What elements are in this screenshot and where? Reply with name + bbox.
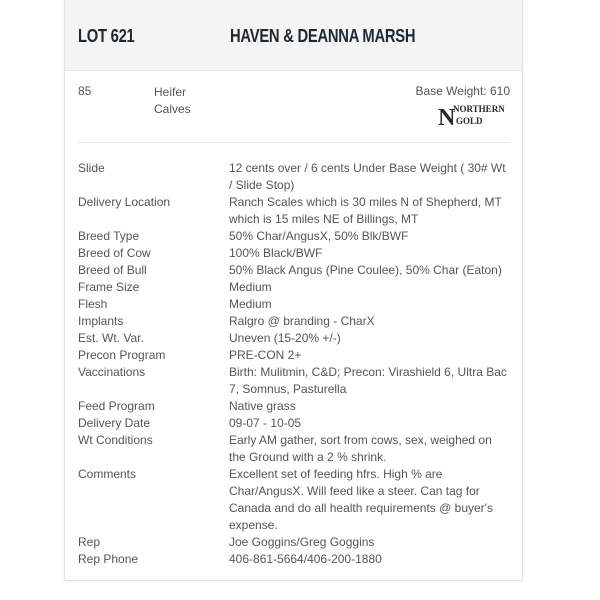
cattle-kind-line1: Heifer xyxy=(154,85,187,99)
detail-label: Delivery Date xyxy=(78,416,151,430)
detail-label: Precon Program xyxy=(78,348,166,362)
detail-label: Flesh xyxy=(78,297,108,311)
detail-label: Wt Conditions xyxy=(78,433,153,447)
detail-label: Slide xyxy=(78,161,105,175)
detail-row xyxy=(78,194,508,228)
detail-row xyxy=(78,262,508,279)
northern-gold-logo xyxy=(438,102,508,128)
detail-value: 406-861-5664/406-200-1880 xyxy=(229,552,382,566)
logo-letter: N xyxy=(438,105,456,128)
detail-row xyxy=(78,364,508,398)
detail-value: Early AM gather, sort from cows, sex, weighed on the Ground with a 2 % shrink. xyxy=(229,433,492,464)
detail-value: 100% Black/BWF xyxy=(229,246,323,260)
detail-value: Medium xyxy=(229,280,272,294)
detail-row xyxy=(78,415,508,432)
detail-value: 12 cents over / 6 cents Under Base Weight ( 30# Wt / Slide Stop) xyxy=(229,161,506,192)
detail-label: Breed of Cow xyxy=(78,246,151,260)
lot-number: LOT 621 xyxy=(78,26,135,46)
detail-row xyxy=(78,398,508,415)
detail-label: Frame Size xyxy=(78,280,140,294)
detail-value: Medium xyxy=(229,297,272,311)
detail-label: Feed Program xyxy=(78,399,155,413)
lot-summary xyxy=(65,71,522,143)
cattle-kind-line2: Calves xyxy=(154,102,191,116)
detail-value: 09-07 - 10-05 xyxy=(229,416,302,430)
detail-value: 50% Black Angus (Pine Coulee), 50% Char (Eaton) xyxy=(229,263,502,277)
detail-label: Comments xyxy=(78,467,137,481)
lot-header xyxy=(65,0,522,71)
detail-value: Ralgro @ branding - CharX xyxy=(229,314,375,328)
detail-value: Excellent set of feeding hfrs. High % are Char/AngusX. Will feed like a steer. Can tag for Canada and do all health requirements @ buyer's expense. xyxy=(229,467,493,532)
detail-value: Birth: Mulitmin, C&D; Precon: Virashield 6, Ultra Bac 7, Somnus, Pasturella xyxy=(229,365,507,396)
detail-value: Joe Goggins/Greg Goggins xyxy=(229,535,375,549)
detail-label: Rep Phone xyxy=(78,552,139,566)
detail-label: Implants xyxy=(78,314,124,328)
detail-row xyxy=(78,534,508,551)
detail-row xyxy=(78,347,508,364)
logo-text-bottom: GOLD xyxy=(456,116,483,126)
detail-label: Breed Type xyxy=(78,229,140,243)
detail-value: Native grass xyxy=(229,399,296,413)
detail-label: Rep xyxy=(78,535,101,549)
detail-row xyxy=(78,330,508,347)
detail-row xyxy=(78,466,508,534)
detail-row xyxy=(78,432,508,466)
divider xyxy=(78,142,509,143)
detail-value: PRE-CON 2+ xyxy=(229,348,302,362)
lot-card xyxy=(64,0,523,581)
detail-value: Uneven (15-20% +/-) xyxy=(229,331,341,345)
detail-label: Est. Wt. Var. xyxy=(78,331,144,345)
detail-label: Vaccinations xyxy=(78,365,146,379)
detail-value: 50% Char/AngusX, 50% Blk/BWF xyxy=(229,229,409,243)
detail-row xyxy=(78,228,508,245)
cattle-kind xyxy=(154,84,191,118)
detail-value: Ranch Scales which is 30 miles N of Shepherd, MT which is 15 miles NE of Billings, MT xyxy=(229,195,502,226)
owner-name: HAVEN & DEANNA MARSH xyxy=(230,26,416,46)
detail-row xyxy=(78,279,508,296)
detail-label: Delivery Location xyxy=(78,195,171,209)
detail-row xyxy=(78,296,508,313)
logo-text-top: NORTHERN xyxy=(453,104,505,114)
detail-row xyxy=(78,551,508,568)
detail-row xyxy=(78,313,508,330)
base-weight: Base Weight: 610 xyxy=(415,84,510,98)
detail-label: Breed of Bull xyxy=(78,263,147,277)
lot-details xyxy=(78,160,508,568)
detail-row xyxy=(78,245,508,262)
head-count: 85 xyxy=(78,84,92,98)
detail-row xyxy=(78,160,508,194)
